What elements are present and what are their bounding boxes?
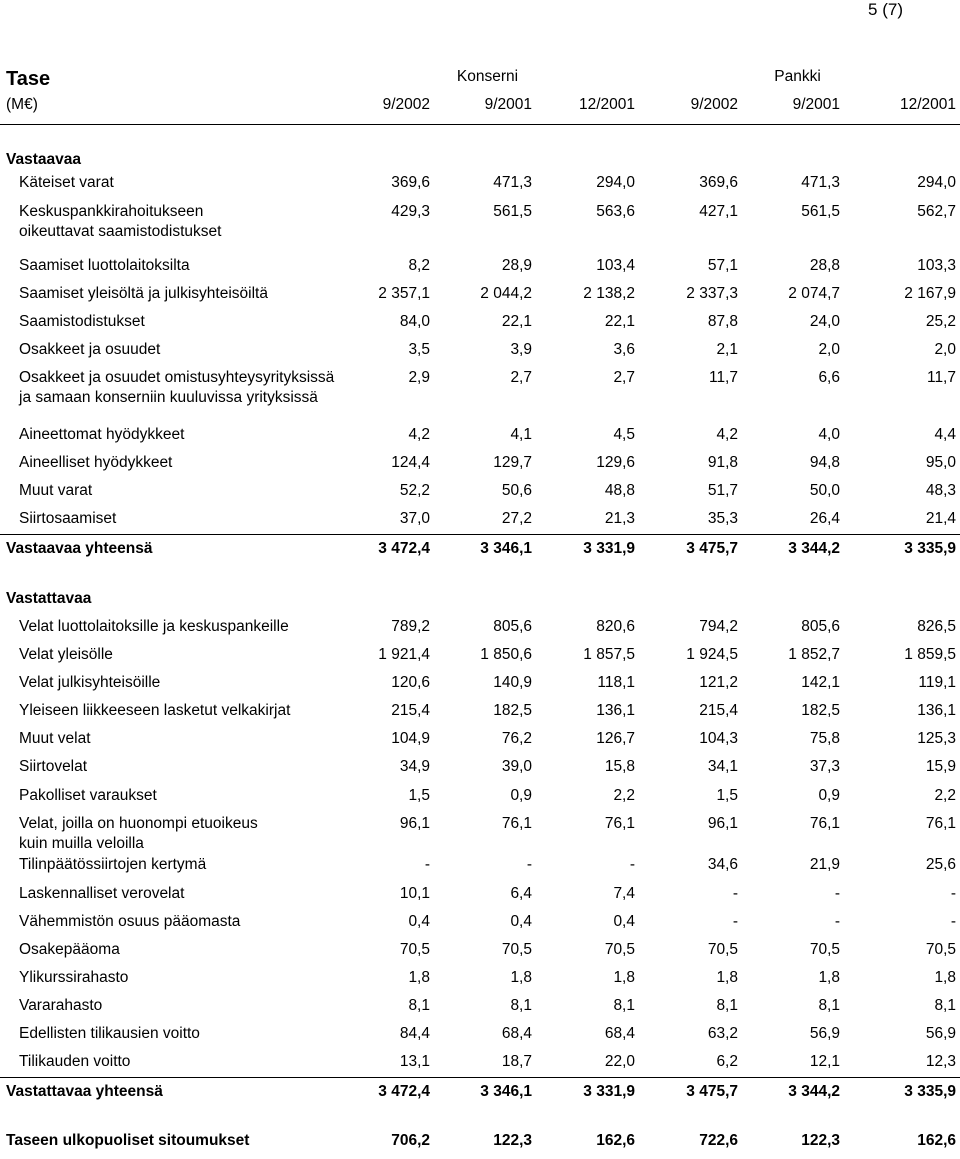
- table-row: [0, 1024, 960, 1052]
- total-row: [0, 539, 960, 567]
- cell-value: 8,1: [716, 997, 738, 1014]
- cell-value: 75,8: [809, 730, 840, 747]
- row-label: [19, 256, 190, 276]
- cell-value: 722,6: [699, 1132, 738, 1149]
- row-label: [19, 340, 160, 360]
- cell-value: 2 044,2: [480, 285, 532, 302]
- row-label: [19, 940, 120, 960]
- cell-value: 1 857,5: [583, 646, 635, 663]
- table-row: [0, 968, 960, 996]
- row-label: [6, 1082, 163, 1102]
- row-label: [19, 757, 87, 777]
- cell-value: 11,7: [708, 369, 738, 386]
- cell-value: 3,9: [510, 341, 532, 358]
- row-label-line: Vastattavaa yhteensä: [6, 1083, 163, 1100]
- cell-value: 50,0: [809, 482, 840, 499]
- cell-value: 2,7: [510, 369, 532, 386]
- cell-value: 1 921,4: [378, 646, 430, 663]
- cell-value: 22,1: [604, 313, 635, 330]
- group-header-pankki: Pankki: [774, 68, 821, 85]
- cell-value: 37,0: [399, 510, 430, 527]
- cell-value: 4,4: [934, 426, 956, 443]
- cell-value: 70,5: [501, 941, 532, 958]
- cell-value: 70,5: [707, 941, 738, 958]
- cell-value: 1 859,5: [904, 646, 956, 663]
- cell-value: 1,8: [408, 969, 430, 986]
- cell-value: 87,8: [707, 313, 738, 330]
- cell-value: 37,3: [809, 758, 840, 775]
- cell-value: 96,1: [399, 815, 430, 832]
- cell-value: 39,0: [501, 758, 532, 775]
- cell-value: 3 344,2: [788, 540, 840, 557]
- cell-value: 471,3: [493, 174, 532, 191]
- row-label-line: Osakkeet ja osuudet omistusyhteysyrityksissä: [19, 369, 335, 386]
- row-label-line: Siirtovelat: [19, 758, 88, 775]
- cell-value: 429,3: [391, 203, 430, 220]
- cell-value: 8,1: [408, 997, 430, 1014]
- table-row: [0, 340, 960, 368]
- cell-value: 22,0: [604, 1053, 635, 1070]
- row-label-line: Muut varat: [19, 482, 93, 499]
- cell-value: 94,8: [809, 454, 840, 471]
- table-row: [0, 617, 960, 645]
- table-row: [0, 481, 960, 509]
- cell-value: 3 331,9: [583, 540, 635, 557]
- row-label-line: Osakkeet ja osuudet: [19, 341, 161, 358]
- cell-value: 21,4: [925, 510, 956, 527]
- table-row: [0, 1052, 960, 1080]
- cell-value: 1,8: [510, 969, 532, 986]
- row-label-line: Tilikauden voitto: [19, 1053, 131, 1070]
- cell-value: 789,2: [391, 618, 430, 635]
- cell-value: 136,1: [596, 702, 635, 719]
- unit-label: (M€): [6, 96, 38, 113]
- cell-value: 805,6: [493, 618, 532, 635]
- cell-value: 15,9: [925, 758, 956, 775]
- cell-value: 136,1: [917, 702, 956, 719]
- cell-value: 2,2: [613, 787, 635, 804]
- row-label-line: Edellisten tilikausien voitto: [19, 1025, 200, 1042]
- row-label-line: kuin muilla veloilla: [19, 835, 144, 852]
- cell-value: 76,1: [925, 815, 956, 832]
- cell-value: 21,3: [604, 510, 635, 527]
- cell-value: 70,5: [925, 941, 956, 958]
- cell-value: 34,9: [399, 758, 430, 775]
- row-label: [19, 312, 145, 332]
- row-label-line: Velat luottolaitoksille ja keskuspankeille: [19, 618, 289, 635]
- cell-value: 561,5: [493, 203, 532, 220]
- row-label: [19, 481, 92, 501]
- cell-value: 215,4: [699, 702, 738, 719]
- row-label-line: Aineettomat hyödykkeet: [19, 426, 185, 443]
- cell-value: 3 472,4: [378, 540, 430, 557]
- cell-value: 126,7: [596, 730, 635, 747]
- cell-value: 76,1: [809, 815, 840, 832]
- row-label: [19, 368, 334, 408]
- cell-value: 369,6: [699, 174, 738, 191]
- cell-value: 129,7: [493, 454, 532, 471]
- row-label: [19, 912, 240, 932]
- row-label-line: Velat julkisyhteisöille: [19, 674, 161, 691]
- column-header: 9/2001: [792, 96, 840, 113]
- cell-value: -: [424, 856, 430, 873]
- cell-value: 63,2: [707, 1025, 738, 1042]
- row-label-line: Velat yleisölle: [19, 646, 113, 663]
- row-label: [19, 617, 289, 637]
- cell-value: 125,3: [917, 730, 956, 747]
- cell-value: 3 475,7: [686, 1083, 738, 1100]
- cell-value: 119,1: [918, 674, 956, 691]
- row-label-line: Pakolliset varaukset: [19, 787, 157, 804]
- cell-value: 3 335,9: [904, 1083, 956, 1100]
- cell-value: 471,3: [801, 174, 840, 191]
- cell-value: 24,0: [809, 313, 840, 330]
- cell-value: 162,6: [917, 1132, 956, 1149]
- cell-value: 2,0: [818, 341, 840, 358]
- cell-value: 294,0: [596, 174, 635, 191]
- cell-value: 50,6: [501, 482, 532, 499]
- cell-value: 2,2: [934, 787, 956, 804]
- cell-value: 0,4: [408, 913, 430, 930]
- cell-value: -: [834, 885, 840, 902]
- cell-value: 2 074,7: [788, 285, 840, 302]
- cell-value: 7,4: [613, 885, 635, 902]
- cell-value: 95,0: [925, 454, 956, 471]
- table-row: [0, 256, 960, 284]
- cell-value: 26,4: [809, 510, 840, 527]
- row-label: [19, 284, 268, 304]
- row-label-line: Vähemmistön osuus pääomasta: [19, 913, 241, 930]
- cell-value: 2 337,3: [686, 285, 738, 302]
- column-header: 9/2001: [484, 96, 532, 113]
- cell-value: 1 850,6: [480, 646, 532, 663]
- cell-value: 121,2: [699, 674, 738, 691]
- cell-value: 6,6: [818, 369, 840, 386]
- cell-value: 27,2: [501, 510, 532, 527]
- cell-value: 3 472,4: [378, 1083, 430, 1100]
- cell-value: 162,6: [596, 1132, 635, 1149]
- cell-value: 4,2: [408, 426, 430, 443]
- cell-value: 18,7: [501, 1053, 532, 1070]
- header-divider: [0, 124, 960, 125]
- cell-value: -: [732, 885, 738, 902]
- table-row: [0, 425, 960, 453]
- cell-value: 8,2: [408, 257, 430, 274]
- row-label: [19, 645, 113, 665]
- cell-value: 91,8: [707, 454, 738, 471]
- cell-value: 12,1: [809, 1053, 840, 1070]
- row-label-line: Vararahasto: [19, 997, 103, 1014]
- cell-value: 22,1: [501, 313, 532, 330]
- cell-value: 48,3: [925, 482, 956, 499]
- row-label: [19, 968, 128, 988]
- row-label-line: Vastaavaa yhteensä: [6, 540, 153, 557]
- cell-value: 96,1: [707, 815, 738, 832]
- row-label: [19, 509, 116, 529]
- table-row: [0, 912, 960, 940]
- cell-value: 2,9: [408, 369, 430, 386]
- group-header-konserni: Konserni: [456, 68, 519, 85]
- cell-value: 1,8: [818, 969, 840, 986]
- row-label-line: Saamiset yleisöltä ja julkisyhteisöiltä: [19, 285, 268, 302]
- cell-value: 2 167,9: [904, 285, 956, 302]
- column-header: 9/2002: [382, 96, 430, 113]
- cell-value: 215,4: [391, 702, 430, 719]
- row-label-line: Saamiset luottolaitoksilta: [19, 257, 190, 274]
- page-number: 5 (7): [868, 0, 903, 19]
- cell-value: 25,2: [925, 313, 956, 330]
- cell-value: 103,3: [917, 257, 956, 274]
- off-balance-row: [0, 1131, 960, 1159]
- cell-value: 122,3: [801, 1132, 840, 1149]
- cell-value: 70,5: [399, 941, 430, 958]
- section-liabilities: [0, 589, 960, 617]
- row-label-line: Tilinpäätössiirtojen kertymä: [19, 856, 207, 873]
- cell-value: 1,8: [934, 969, 956, 986]
- cell-value: 57,1: [707, 257, 738, 274]
- cell-value: 4,0: [818, 426, 840, 443]
- row-label: [19, 701, 290, 721]
- row-label: [19, 202, 221, 242]
- cell-value: 104,9: [391, 730, 430, 747]
- cell-value: 1,5: [716, 787, 738, 804]
- cell-value: 427,1: [699, 203, 738, 220]
- cell-value: 12,3: [925, 1053, 956, 1070]
- cell-value: 1,5: [408, 787, 430, 804]
- row-label-line: Laskennalliset verovelat: [19, 885, 185, 902]
- table-row: [0, 453, 960, 481]
- cell-value: 6,4: [510, 885, 532, 902]
- cell-value: 8,1: [934, 997, 956, 1014]
- cell-value: 4,5: [613, 426, 635, 443]
- cell-value: 56,9: [925, 1025, 956, 1042]
- cell-value: 129,6: [596, 454, 635, 471]
- cell-value: -: [950, 885, 956, 902]
- cell-value: 70,5: [809, 941, 840, 958]
- cell-value: 4,1: [510, 426, 532, 443]
- row-label-line: Osakepääoma: [19, 941, 120, 958]
- row-divider: [0, 534, 960, 535]
- cell-value: 76,1: [604, 815, 635, 832]
- cell-value: 826,5: [917, 618, 956, 635]
- cell-value: 34,6: [707, 856, 738, 873]
- cell-value: 3 344,2: [788, 1083, 840, 1100]
- row-label: [19, 173, 114, 193]
- cell-value: 68,4: [604, 1025, 635, 1042]
- cell-value: 3 331,9: [583, 1083, 635, 1100]
- row-label: [6, 539, 153, 559]
- cell-value: 820,6: [596, 618, 635, 635]
- cell-value: 122,3: [493, 1132, 532, 1149]
- cell-value: 794,2: [699, 618, 738, 635]
- cell-value: 120,6: [391, 674, 430, 691]
- table-row: [0, 996, 960, 1024]
- cell-value: -: [834, 913, 840, 930]
- row-label: [6, 1131, 249, 1151]
- table-row: [0, 645, 960, 673]
- row-label-line: Muut velat: [19, 730, 91, 747]
- table-row: [0, 701, 960, 729]
- column-header: 12/2001: [578, 96, 635, 113]
- row-label: [19, 814, 258, 854]
- cell-value: 13,1: [399, 1053, 430, 1070]
- cell-value: 562,7: [917, 203, 956, 220]
- cell-value: 563,6: [596, 203, 635, 220]
- row-label: [19, 1024, 200, 1044]
- cell-value: 1 852,7: [788, 646, 840, 663]
- table-row: [0, 312, 960, 340]
- table-row: [0, 884, 960, 912]
- cell-value: 48,8: [604, 482, 635, 499]
- cell-value: 28,8: [809, 257, 840, 274]
- row-label-line: Saamistodistukset: [19, 313, 145, 330]
- table-row: [0, 855, 960, 883]
- cell-value: -: [732, 913, 738, 930]
- cell-value: 2,7: [613, 369, 635, 386]
- cell-value: 706,2: [391, 1132, 430, 1149]
- cell-value: 3,5: [408, 341, 430, 358]
- cell-value: 70,5: [604, 941, 635, 958]
- table-row: [0, 940, 960, 968]
- column-header: 9/2002: [690, 96, 738, 113]
- table-row: [0, 729, 960, 757]
- cell-value: 3,6: [613, 341, 635, 358]
- row-label: [19, 855, 206, 875]
- cell-value: 1,8: [613, 969, 635, 986]
- cell-value: 1,8: [716, 969, 738, 986]
- cell-value: 21,9: [809, 856, 840, 873]
- cell-value: -: [526, 856, 532, 873]
- cell-value: 104,3: [699, 730, 738, 747]
- cell-value: 182,5: [801, 702, 840, 719]
- table-row: [0, 509, 960, 537]
- cell-value: 8,1: [818, 997, 840, 1014]
- row-label: [19, 786, 157, 806]
- cell-value: 124,4: [391, 454, 430, 471]
- row-label: [19, 673, 160, 693]
- cell-value: 1 924,5: [686, 646, 738, 663]
- cell-value: 3 346,1: [480, 1083, 532, 1100]
- cell-value: 15,8: [604, 758, 635, 775]
- row-label-line: Ylikurssirahasto: [19, 969, 129, 986]
- table-row: [0, 202, 960, 240]
- cell-value: 68,4: [501, 1025, 532, 1042]
- table-row: [0, 368, 960, 406]
- cell-value: 8,1: [510, 997, 532, 1014]
- cell-value: 84,4: [399, 1025, 430, 1042]
- cell-value: 0,9: [510, 787, 532, 804]
- row-label: [19, 453, 172, 473]
- row-label: [19, 996, 102, 1016]
- cell-value: 2 138,2: [583, 285, 635, 302]
- cell-value: 10,1: [399, 885, 430, 902]
- row-label-line: Siirtosaamiset: [19, 510, 117, 527]
- row-divider: [0, 1077, 960, 1078]
- section-heading: Vastaavaa: [6, 151, 81, 168]
- row-label-line: oikeuttavat saamistodistukset: [19, 223, 222, 240]
- row-label-line: ja samaan konserniin kuuluvissa yrityksissä: [19, 389, 318, 406]
- cell-value: 2 357,1: [378, 285, 430, 302]
- cell-value: 0,4: [510, 913, 532, 930]
- cell-value: 4,2: [716, 426, 738, 443]
- cell-value: 182,5: [493, 702, 532, 719]
- cell-value: 3 346,1: [480, 540, 532, 557]
- row-label: [19, 884, 184, 904]
- row-label: [19, 425, 184, 445]
- row-label-line: Aineelliset hyödykkeet: [19, 454, 173, 471]
- row-label-line: Velat, joilla on huonompi etuoikeus: [19, 815, 258, 832]
- cell-value: 76,1: [501, 815, 532, 832]
- table-row: [0, 173, 960, 201]
- cell-value: 142,1: [801, 674, 840, 691]
- row-label-line: Yleiseen liikkeeseen lasketut velkakirjat: [19, 702, 291, 719]
- cell-value: 103,4: [596, 257, 635, 274]
- cell-value: 28,9: [501, 257, 532, 274]
- table-row: [0, 673, 960, 701]
- row-label-line: Keskuspankkirahoitukseen: [19, 203, 204, 220]
- cell-value: 3 475,7: [686, 540, 738, 557]
- cell-value: 140,9: [493, 674, 532, 691]
- page-title: Tase: [6, 68, 51, 90]
- cell-value: 294,0: [917, 174, 956, 191]
- cell-value: 6,2: [716, 1053, 738, 1070]
- cell-value: 805,6: [801, 618, 840, 635]
- row-label: [19, 729, 91, 749]
- cell-value: 118,1: [597, 674, 635, 691]
- cell-value: 369,6: [391, 174, 430, 191]
- cell-value: 11,7: [926, 369, 956, 386]
- cell-value: -: [629, 856, 635, 873]
- cell-value: 76,2: [501, 730, 532, 747]
- column-header: 12/2001: [899, 96, 956, 113]
- cell-value: 84,0: [399, 313, 430, 330]
- cell-value: 52,2: [399, 482, 430, 499]
- cell-value: -: [950, 913, 956, 930]
- cell-value: 8,1: [613, 997, 635, 1014]
- cell-value: 561,5: [801, 203, 840, 220]
- cell-value: 0,4: [613, 913, 635, 930]
- row-label-line: Käteiset varat: [19, 174, 114, 191]
- cell-value: 0,9: [818, 787, 840, 804]
- cell-value: 35,3: [707, 510, 738, 527]
- table-row: [0, 814, 960, 852]
- cell-value: 25,6: [925, 856, 956, 873]
- cell-value: 56,9: [809, 1025, 840, 1042]
- cell-value: 51,7: [707, 482, 738, 499]
- section-heading: Vastattavaa: [6, 590, 92, 607]
- table-row: [0, 757, 960, 785]
- cell-value: 2,0: [934, 341, 956, 358]
- cell-value: 2,1: [716, 341, 738, 358]
- total-row: [0, 1082, 960, 1110]
- cell-value: 34,1: [707, 758, 738, 775]
- table-row: [0, 284, 960, 312]
- table-row: [0, 786, 960, 814]
- row-label: [19, 1052, 130, 1072]
- row-label-line: Taseen ulkopuoliset sitoumukset: [6, 1132, 250, 1149]
- cell-value: 3 335,9: [904, 540, 956, 557]
